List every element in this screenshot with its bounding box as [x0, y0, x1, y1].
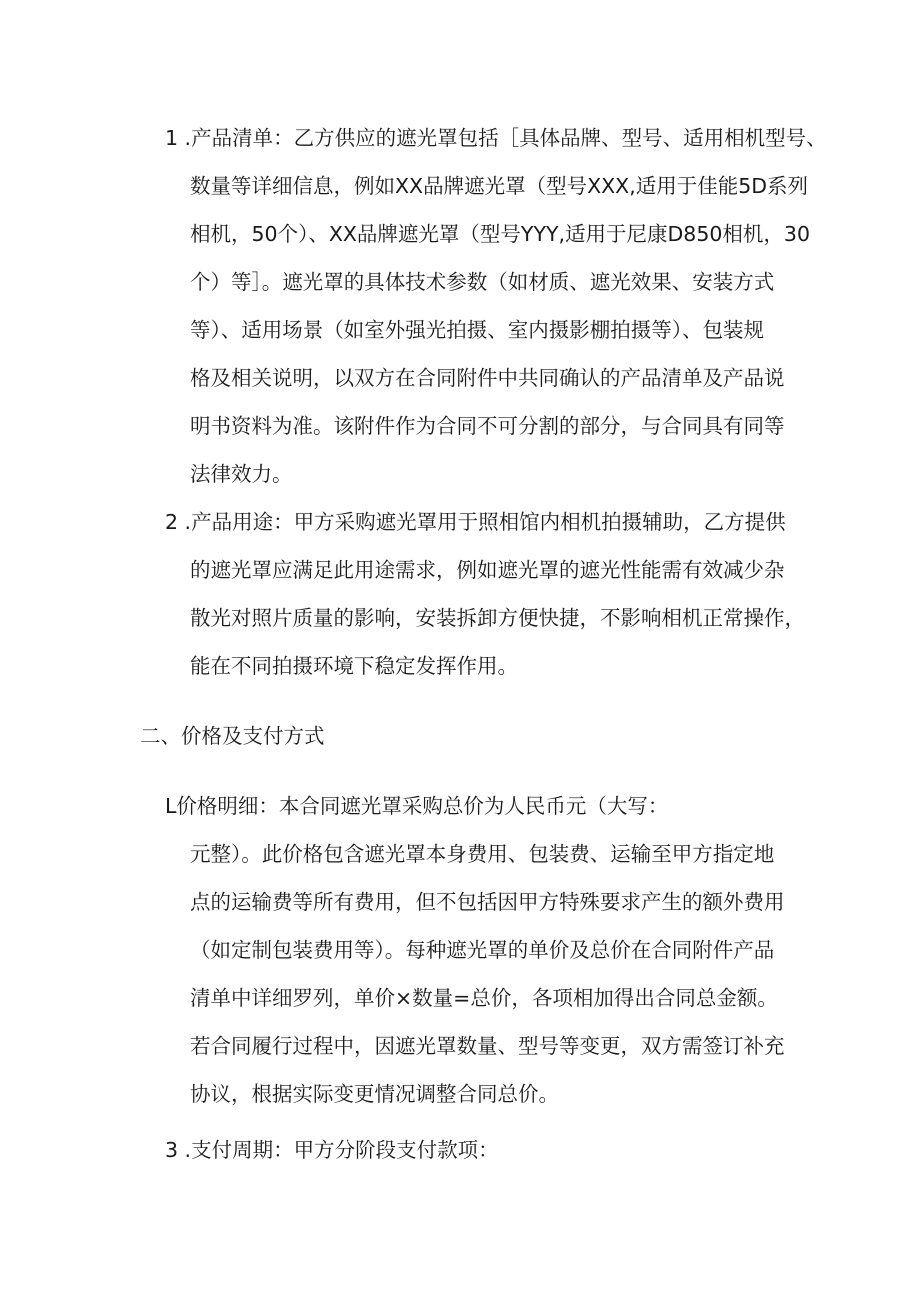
- text-line: 1 .产品清单：乙方供应的遮光罩包括［具体品牌、型号、适用相机型号、: [165, 126, 827, 150]
- text-line: 元整）。此价格包含遮光罩本身费用、包装费、运输至甲方指定地: [190, 842, 775, 866]
- text-line: 2 .产品用途：甲方采购遮光罩用于照相馆内相机拍摄辅助，乙方提供: [165, 510, 786, 534]
- text-line: 清单中详细罗列，单价×数量=总价，各项相加得出合同总金额。: [190, 986, 778, 1010]
- text-line: L价格明细：本合同遮光罩采购总价为人民币元（大写：: [165, 794, 669, 818]
- text-line: 格及相关说明，以双方在合同附件中共同确认的产品清单及产品说: [190, 366, 785, 390]
- text-line: 3 .支付周期：甲方分阶段支付款项：: [165, 1138, 499, 1162]
- text-line: 个）等］。遮光罩的具体技术参数（如材质、遮光效果、安装方式: [190, 270, 775, 294]
- text-line: 的遮光罩应满足此用途需求，例如遮光罩的遮光性能需有效减少杂: [190, 558, 785, 582]
- text-line: 协议，根据实际变更情况调整合同总价。: [190, 1082, 559, 1106]
- text-line: 相机，50个）、XX品牌遮光罩（型号YYY,适用于尼康D850相机，30: [190, 222, 811, 246]
- text-line: 点的运输费等所有费用，但不包括因甲方特殊要求产生的额外费用: [190, 890, 785, 914]
- text-line: 法律效力。: [190, 462, 293, 486]
- section-heading: 二、价格及支付方式: [140, 724, 325, 748]
- text-line: 数量等详细信息，例如XX品牌遮光罩（型号XXX,适用于佳能5D系列: [190, 174, 809, 198]
- text-line: 散光对照片质量的影响，安装拆卸方便快捷，不影响相机正常操作，: [190, 606, 805, 630]
- text-line: （如定制包装费用等）。每种遮光罩的单价及总价在合同附件产品: [190, 938, 775, 962]
- text-line: 等）、适用场景（如室外强光拍摄、室内摄影棚拍摄等）、包装规: [190, 318, 764, 342]
- text-line: 若合同履行过程中，因遮光罩数量、型号等变更，双方需签订补充: [190, 1034, 785, 1058]
- text-line: 明书资料为准。该附件作为合同不可分割的部分，与合同具有同等: [190, 414, 785, 438]
- text-line: 能在不同拍摄环境下稳定发挥作用。: [190, 654, 518, 678]
